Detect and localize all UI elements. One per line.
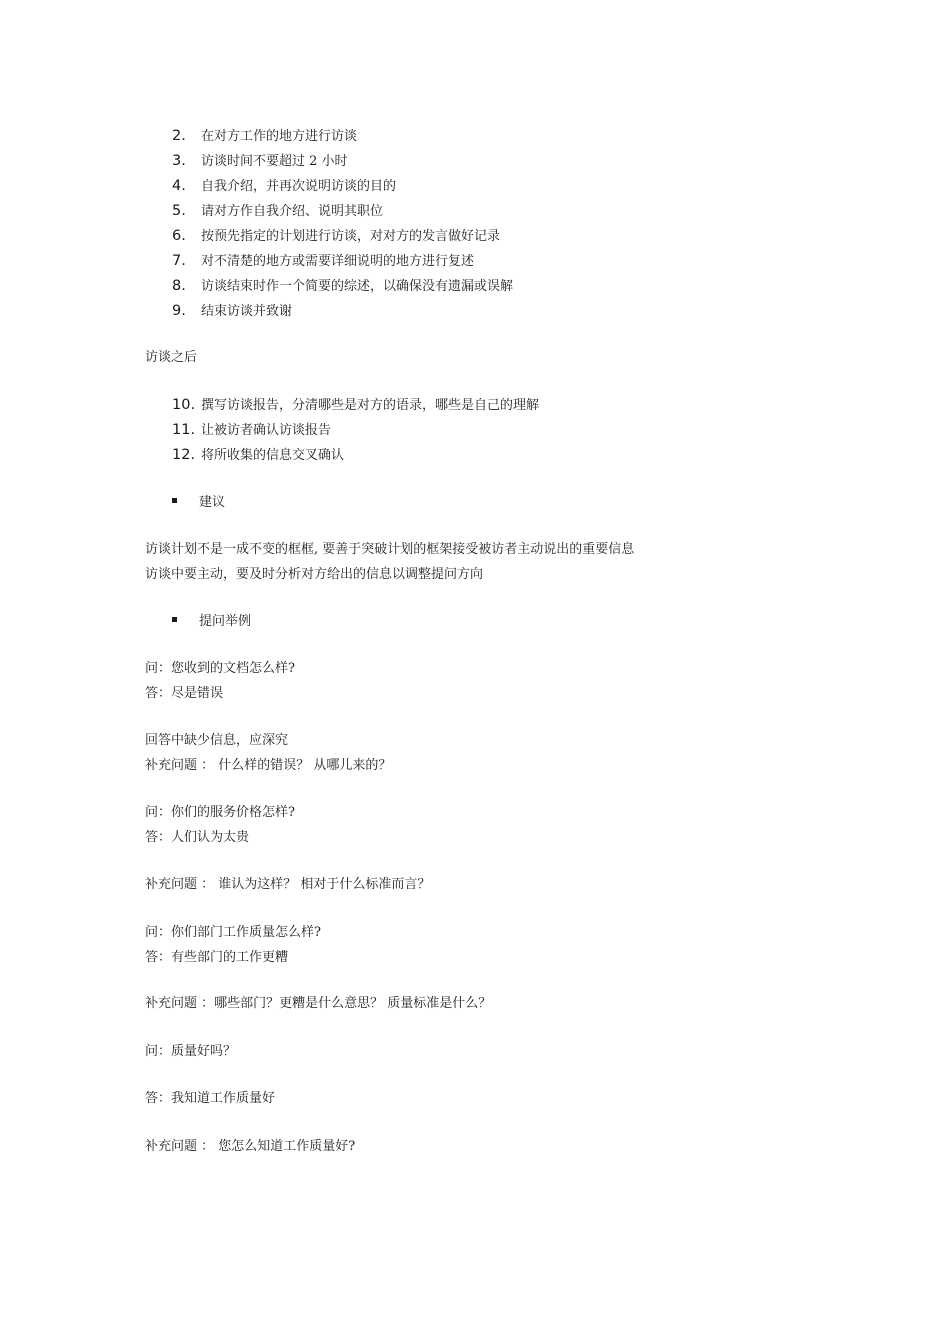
list-number: 10. (172, 397, 196, 413)
bullet-square-icon (172, 617, 177, 622)
list-number: 5. (172, 203, 186, 219)
follow-up-line: 补充问题 ： 谁认为这样？ 相对于什么标准而言？ (145, 877, 431, 892)
list-text: 在对方工作的地方进行访谈 (201, 129, 358, 144)
list-text: 将所收集的信息交叉确认 (201, 448, 345, 463)
follow-up-line: 补充问题 ： 什么样的错误？ 从哪儿来的？ (145, 758, 392, 773)
list-item (172, 249, 513, 274)
list-number: 12. (172, 447, 196, 463)
after-interview-heading: 访谈之后 (145, 350, 198, 365)
list-text: 让被访者确认访谈报告 (201, 423, 332, 438)
list-number: 8. (172, 278, 186, 294)
follow-up-line: 补充问题 ：哪些部门？更糟是什么意思？ 质量标准是什么？ (145, 996, 492, 1011)
list-item (172, 199, 513, 224)
list-item (172, 393, 539, 418)
list-number: 7. (172, 253, 186, 269)
question-line: 问：你们部门工作质量怎么样? (145, 925, 321, 940)
suggestion-bullet (172, 493, 225, 513)
list-item (172, 443, 539, 468)
follow-up-line: 补充问题 ： 您怎么知道工作质量好? (145, 1139, 356, 1154)
list-text: 对不清楚的地方或需要详细说明的地方进行复述 (201, 254, 475, 269)
note-line: 回答中缺少信息，应深究 (145, 733, 289, 748)
list-item (172, 274, 513, 299)
list-number: 11. (172, 422, 196, 438)
list-number: 6. (172, 228, 186, 244)
answer-line: 答：我知道工作质量好 (145, 1091, 276, 1106)
list-number: 9. (172, 303, 186, 319)
after-steps-list (172, 393, 539, 468)
answer-line: 答：尽是错误 (145, 686, 224, 701)
suggestion-line: 访谈中要主动，要及时分析对方给出的信息以调整提问方向 (145, 567, 484, 582)
list-text: 请对方作自我介绍、说明其职位 (201, 204, 384, 219)
answer-line: 答：人们认为太贵 (145, 830, 250, 845)
list-item (172, 149, 513, 174)
list-item (172, 174, 513, 199)
list-text: 撰写访谈报告，分清哪些是对方的语录，哪些是自己的理解 (201, 398, 540, 413)
list-number: 2. (172, 128, 186, 144)
bullet-square-icon (172, 498, 177, 503)
list-text: 结束访谈并致谢 (201, 304, 293, 319)
list-text: 访谈结束时作一个简要的综述，以确保没有遗漏或误解 (201, 279, 514, 294)
list-text: 访谈时间不要超过 2 小时 (201, 154, 348, 169)
interview-steps-list (172, 124, 513, 324)
list-item (172, 224, 513, 249)
list-text: 自我介绍，并再次说明访谈的目的 (201, 179, 397, 194)
list-text: 按预先指定的计划进行访谈，对对方的发言做好记录 (201, 229, 501, 244)
list-item (172, 124, 513, 149)
question-line: 问：质量好吗？ (145, 1044, 237, 1059)
suggestion-heading: 建议 (199, 495, 226, 510)
list-item (172, 418, 539, 443)
example-heading: 提问举例 (199, 614, 252, 629)
example-bullet (172, 612, 251, 632)
suggestion-line: 访谈计划不是一成不变的框框, 要善于突破计划的框架接受被访者主动说出的重要信息 (145, 542, 635, 557)
question-line: 问：你们的服务价格怎样? (145, 805, 295, 820)
list-item (172, 299, 513, 324)
list-number: 4. (172, 178, 186, 194)
answer-line: 答：有些部门的工作更糟 (145, 950, 289, 965)
question-line: 问：您收到的文档怎么样? (145, 661, 295, 676)
list-number: 3. (172, 153, 186, 169)
